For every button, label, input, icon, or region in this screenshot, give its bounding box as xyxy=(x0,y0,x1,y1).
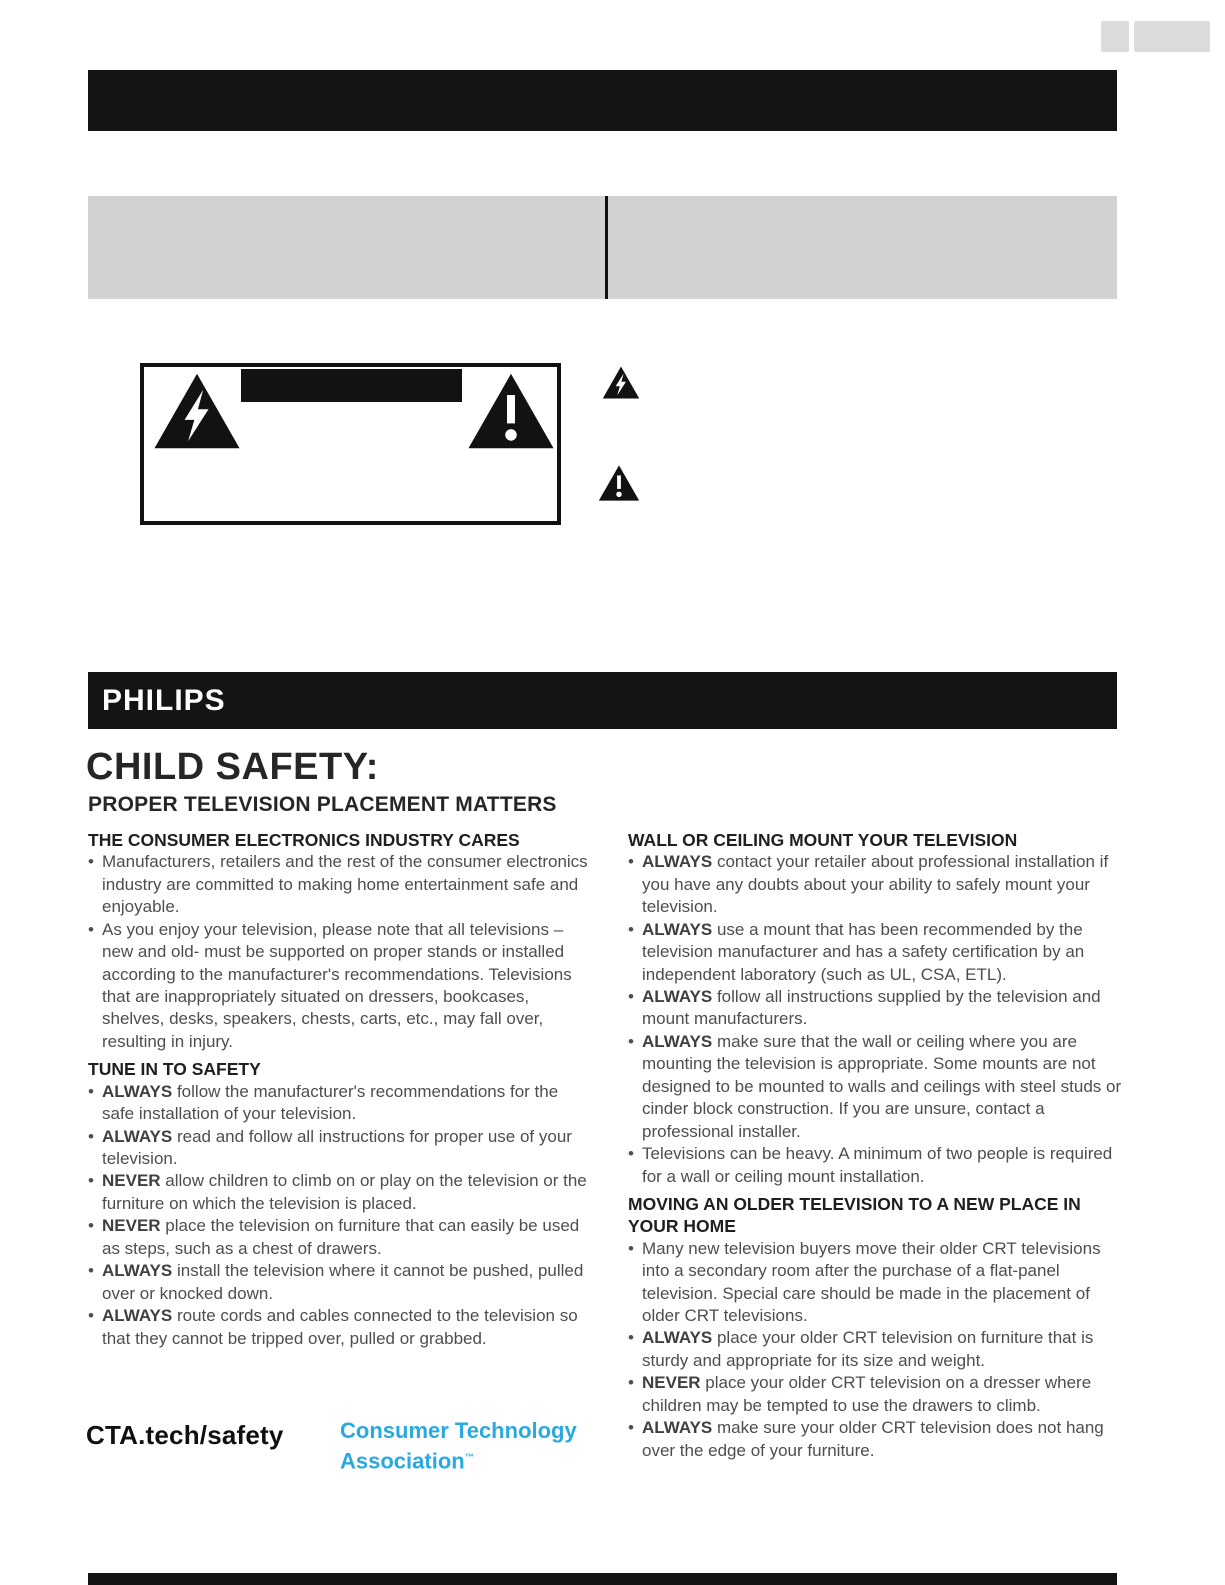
bullet-text: Many new television buyers move their older CRT televisions into a secondary room after the purchase of a flat-panel television. Special care should be made in the placement of older CRT televisions. xyxy=(642,1238,1101,1326)
bullet-item xyxy=(88,1081,588,1126)
bullet-dot: • xyxy=(88,1081,94,1101)
bullet-text: Televisions can be heavy. A minimum of two people is required for a wall or ceiling mount installation. xyxy=(642,1144,1113,1186)
section-heading: WALL OR CEILING MOUNT YOUR TELEVISION xyxy=(628,830,1018,850)
page-nav-button-large[interactable] xyxy=(1134,21,1210,52)
section-heading: MOVING AN OLDER TELEVISION TO A NEW PLACE IN YOUR HOME xyxy=(628,1193,1081,1237)
vertical-divider xyxy=(605,196,608,299)
bullet-item xyxy=(628,986,1128,1031)
header-info-box xyxy=(88,196,1117,299)
bullet-dot: • xyxy=(628,1418,634,1438)
caution-box xyxy=(140,363,561,525)
bullet-item xyxy=(88,1305,588,1350)
cta-link: CTA.tech/safety xyxy=(86,1420,284,1450)
bullet-text: ALWAYS follow all instructions supplied by the television and mount manufacturers. xyxy=(642,987,1101,1029)
bullet-text: NEVER place your older CRT television on a dresser where children may be tempted to use the drawers to climb. xyxy=(642,1373,1092,1415)
bullet-dot: • xyxy=(88,1216,94,1236)
page-nav-button-small[interactable] xyxy=(1101,21,1129,52)
section-heading: THE CONSUMER ELECTRONICS INDUSTRY CARES xyxy=(88,830,520,850)
bullet-item xyxy=(628,1238,1128,1328)
bullet-dot: • xyxy=(628,1373,634,1393)
bullet-dot: • xyxy=(628,1238,634,1258)
bullet-text: ALWAYS route cords and cables connected to the television so that they cannot be tripped over, pulled or grabbed. xyxy=(102,1306,578,1348)
bullet-text: ALWAYS read and follow all instructions for proper use of your television. xyxy=(102,1126,572,1169)
bullet-text: ALWAYS contact your retailer about professional installation if you have any doubts about your ability to safely mount your television. xyxy=(642,852,1109,917)
bullet-dot: • xyxy=(88,1171,94,1191)
bullet-item xyxy=(88,919,588,1054)
bullet-dot: • xyxy=(88,852,94,872)
philips-logo: PHILIPS xyxy=(102,683,226,717)
footer-bar xyxy=(88,1573,1117,1585)
bullet-dot: • xyxy=(628,1031,634,1051)
bullet-dot: • xyxy=(628,1328,634,1348)
caution-label-bar xyxy=(241,369,462,402)
bullet-dot: • xyxy=(628,1144,634,1164)
bullet-dot: • xyxy=(88,1306,94,1326)
bullet-text: As you enjoy your television, please note that all televisions – new and old- must be supported on proper stands or installed according to the manufacturer's recommendations. Televisions that are inappropriately situated on dressers, bookcases, shelves, desks, speakers, chests, carts, etc., may fall over, resulting in injury. xyxy=(102,919,572,1051)
bullet-item xyxy=(628,1417,1128,1462)
bullet-text: ALWAYS install the television where it cannot be pushed, pulled over or knocked down. xyxy=(102,1261,584,1303)
exclamation-icon xyxy=(598,464,640,502)
column-left xyxy=(88,829,588,1350)
bullet-text: ALWAYS make sure that the wall or ceiling where you are mounting the television is appropriate. Some mounts are not designed to be mounted to walls and ceilings with steel studs or cinder block construction. If you are unsure, contact a professional installer. xyxy=(642,1031,1122,1141)
bullet-item xyxy=(88,851,588,918)
bullet-text: ALWAYS make sure your older CRT television does not hang over the edge of your furniture. xyxy=(642,1418,1104,1460)
exclamation-icon xyxy=(466,372,556,450)
cta-logo xyxy=(340,1418,577,1474)
section-heading: TUNE IN TO SAFETY xyxy=(88,1059,261,1080)
bullet-item xyxy=(88,1215,588,1260)
cta-logo-line2: Association™ xyxy=(340,1448,474,1474)
lightning-bolt-icon xyxy=(152,372,242,450)
bullet-item xyxy=(628,1143,1128,1188)
page-subtitle: PROPER TELEVISION PLACEMENT MATTERS xyxy=(88,793,557,816)
bullet-dot: • xyxy=(628,987,634,1007)
bullet-text: ALWAYS place your older CRT television on furniture that is sturdy and appropriate for its size and weight. xyxy=(642,1328,1094,1370)
bullet-item xyxy=(628,1031,1128,1143)
bullet-item xyxy=(628,919,1128,986)
bullet-item xyxy=(628,1372,1128,1417)
column-right xyxy=(628,829,1128,1462)
bullet-dot: • xyxy=(88,1126,94,1146)
bullet-item xyxy=(628,851,1128,918)
bullet-text: ALWAYS use a mount that has been recommended by the television manufacturer and has a safety certification by an independent laboratory (such as UL, CSA, ETL). xyxy=(642,919,1085,984)
cta-logo-line1: Consumer Technology xyxy=(340,1418,577,1443)
bullet-item xyxy=(628,1327,1128,1372)
bullet-dot: • xyxy=(628,852,634,872)
philips-banner xyxy=(88,672,1117,729)
bullet-dot: • xyxy=(628,919,634,939)
bullet-item xyxy=(88,1260,588,1305)
bullet-item xyxy=(88,1170,588,1215)
bullet-item xyxy=(88,1126,588,1171)
bullet-text: NEVER allow children to climb on or play on the television or the furniture on which the television is placed. xyxy=(102,1171,587,1213)
bullet-dot: • xyxy=(88,1261,94,1281)
bullet-text: Manufacturers, retailers and the rest of the consumer electronics industry are committed to making home entertainment safe and enjoyable. xyxy=(102,852,588,917)
page-title: CHILD SAFETY: xyxy=(86,746,379,788)
top-banner xyxy=(88,70,1117,131)
bullet-text: ALWAYS follow the manufacturer's recommendations for the safe installation of your television. xyxy=(102,1081,559,1124)
bullet-text: NEVER place the television on furniture that can easily be used as steps, such as a chest of drawers. xyxy=(102,1216,580,1258)
lightning-bolt-icon xyxy=(602,363,640,402)
trademark-symbol: ™ xyxy=(464,1452,474,1462)
bullet-dot: • xyxy=(88,919,94,939)
